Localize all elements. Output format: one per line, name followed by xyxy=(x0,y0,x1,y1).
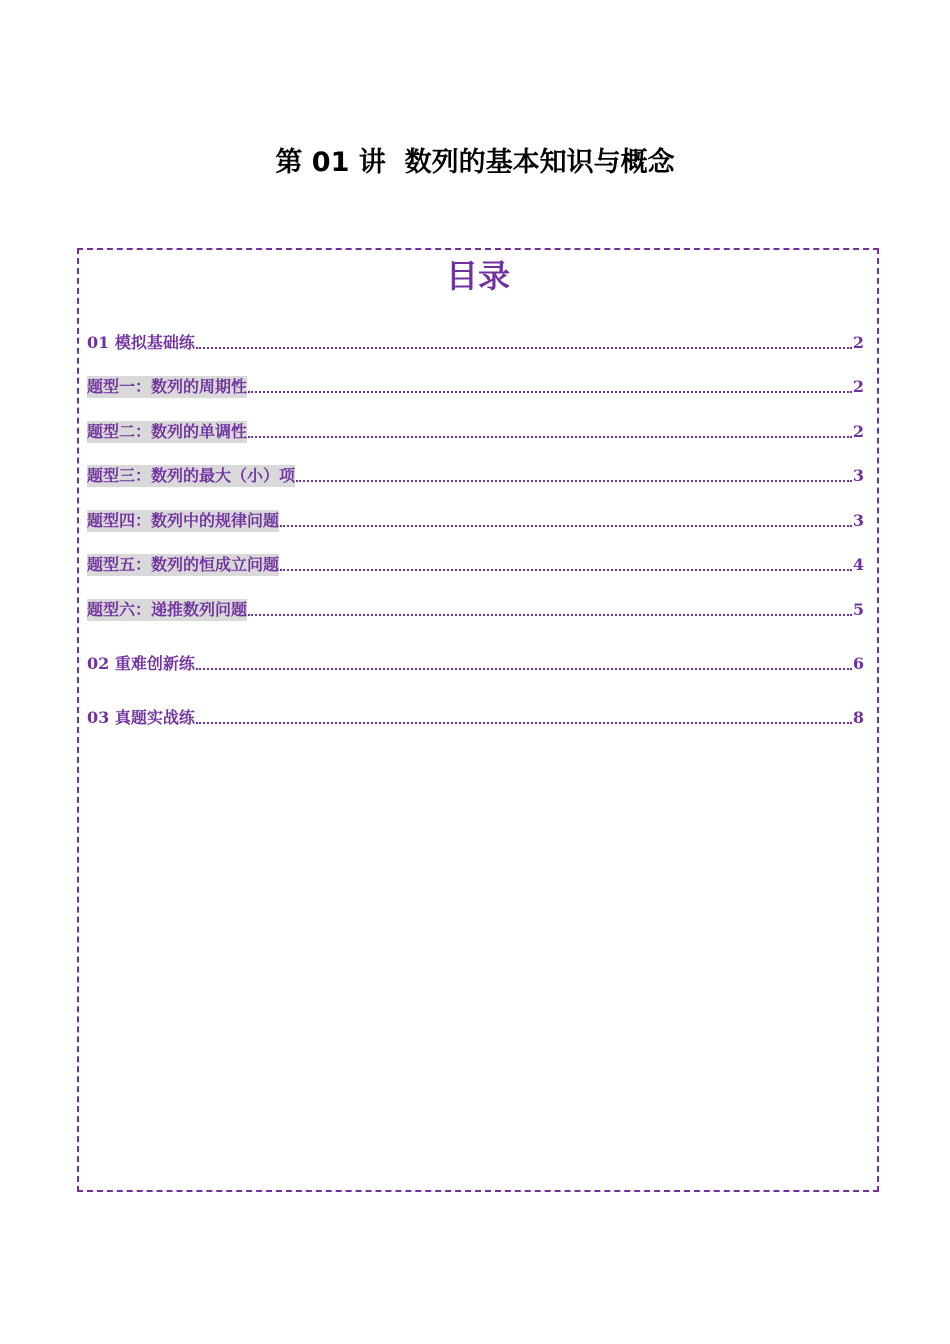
toc-dot-leader xyxy=(248,436,852,438)
toc-entry-page: 4 xyxy=(852,555,864,574)
toc-entry-type-3[interactable] xyxy=(87,463,864,487)
toc-entry-page: 5 xyxy=(852,600,864,619)
toc-dot-leader xyxy=(248,614,852,616)
toc-entry-label: 题型六：递推数列问题 xyxy=(87,600,248,619)
toc-entry-page: 3 xyxy=(852,511,864,530)
toc-entry-type-2[interactable] xyxy=(87,419,864,443)
toc-dot-leader xyxy=(296,480,852,482)
toc-heading: 目录 xyxy=(445,257,510,295)
toc-entry-page: 2 xyxy=(852,377,864,396)
page-title: 第 01 讲 数列的基本知识与概念 xyxy=(275,147,675,178)
toc-dot-leader xyxy=(196,668,852,670)
toc-entry-label: 题型五：数列的恒成立问题 xyxy=(87,555,280,574)
toc-entry-type-5[interactable] xyxy=(87,552,864,576)
toc-entry-label: 题型一：数列的周期性 xyxy=(87,377,248,396)
toc-dot-leader xyxy=(280,525,852,527)
toc-entry-difficult-innovation[interactable] xyxy=(87,651,864,675)
toc-dot-leader xyxy=(196,722,852,724)
toc-entry-page: 2 xyxy=(852,333,864,352)
toc-dot-leader xyxy=(196,347,852,349)
toc-entry-label: 02 重难创新练 xyxy=(87,654,195,673)
toc-entry-label: 01 模拟基础练 xyxy=(87,333,195,352)
toc-entry-page: 8 xyxy=(852,708,864,727)
toc-entry-label: 题型二：数列的单调性 xyxy=(87,422,248,441)
toc-entry-type-4[interactable] xyxy=(87,508,864,532)
toc-entry-label: 题型三：数列的最大（小）项 xyxy=(87,466,296,485)
table-of-contents xyxy=(77,248,879,1192)
toc-entry-page: 3 xyxy=(852,466,864,485)
toc-entry-real-exam-practice[interactable] xyxy=(87,705,864,729)
toc-entry-simulation-basics[interactable] xyxy=(87,330,864,354)
toc-entry-type-1[interactable] xyxy=(87,374,864,398)
toc-dot-leader xyxy=(280,569,852,571)
toc-entry-type-6[interactable] xyxy=(87,597,864,621)
toc-entry-page: 2 xyxy=(852,422,864,441)
toc-dot-leader xyxy=(248,391,852,393)
toc-entry-page: 6 xyxy=(852,654,864,673)
toc-entry-label: 03 真题实战练 xyxy=(87,708,195,727)
toc-entry-label: 题型四：数列中的规律问题 xyxy=(87,511,280,530)
